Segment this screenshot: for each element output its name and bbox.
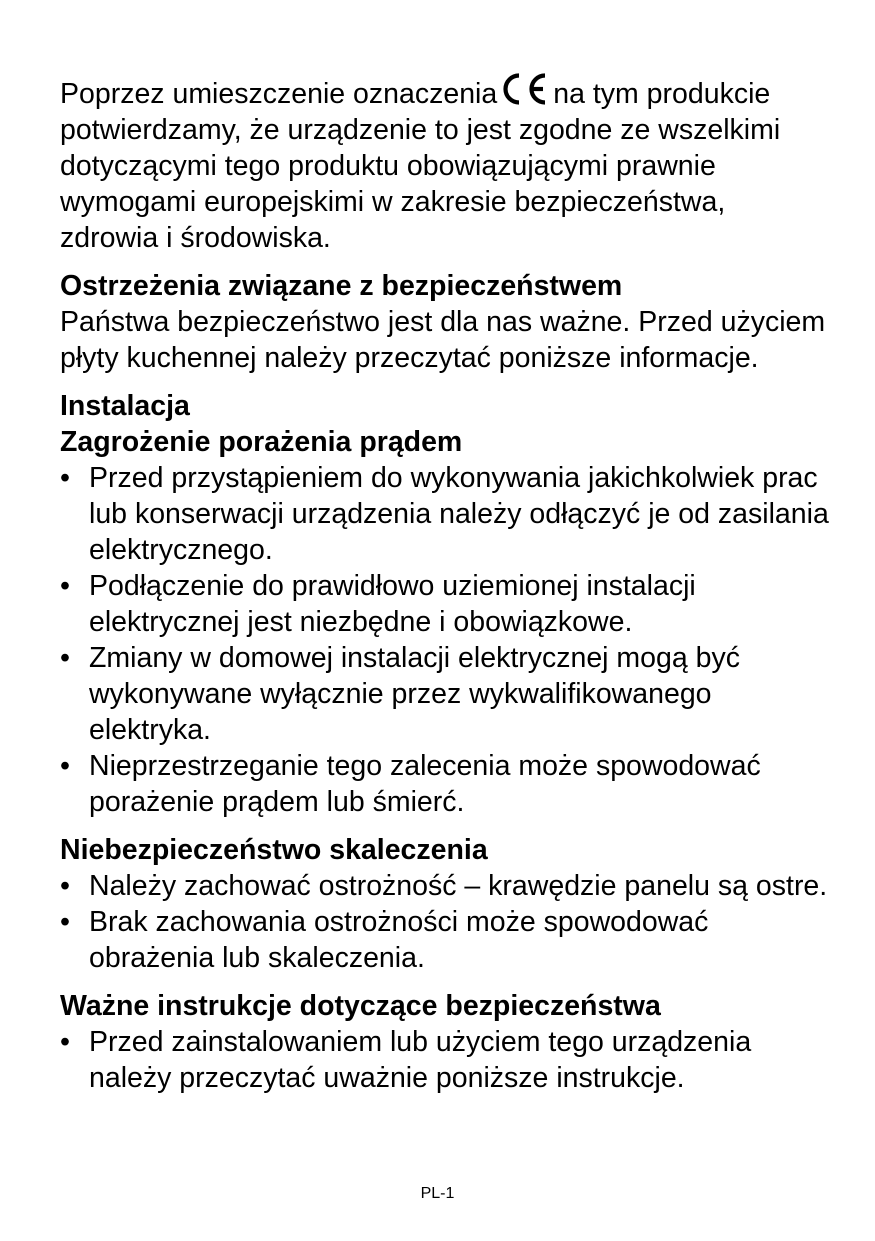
list-item (60, 1024, 830, 1096)
list-item (60, 904, 830, 976)
list-item (60, 640, 830, 748)
intro-text-after-mark: na tym produkcie potwierdzamy, że urządzenie to jest zgodne ze wszelkimi dotyczącymi tego produktu obowiązującymi prawnie wymogami europejskimi w zakresie bezpieczeństwa, zdrowia i środowiska. (60, 78, 781, 254)
list-item-text: Przed zainstalowaniem lub użyciem tego urządzenia należy przeczytać uważnie poniższe instrukcje. (89, 1026, 752, 1094)
cut-hazard-list (60, 868, 830, 976)
safety-warnings-section (60, 268, 830, 376)
list-item (60, 460, 830, 568)
safety-warnings-heading: Ostrzeżenia związane z bezpieczeństwem (60, 270, 623, 302)
list-item (60, 868, 830, 904)
bullet-icon: • (60, 642, 70, 674)
safety-warnings-text: Państwa bezpieczeństwo jest dla nas ważne. Przed użyciem płyty kuchennej należy przeczytać poniższe informacje. (60, 306, 826, 374)
intro-paragraph (60, 72, 830, 256)
bullet-icon: • (60, 750, 70, 782)
bullet-icon: • (60, 462, 70, 494)
ce-mark-icon (499, 72, 549, 106)
bullet-icon: • (60, 1026, 70, 1058)
list-item-text: Należy zachować ostrożność – krawędzie panelu są ostre. (89, 870, 828, 902)
important-instructions-heading: Ważne instrukcje dotyczące bezpieczeństwa (60, 990, 661, 1022)
intro-text-before-mark: Poprzez umieszczenie oznaczenia (60, 78, 498, 110)
bullet-icon: • (60, 570, 70, 602)
list-item-text: Brak zachowania ostrożności może spowodować obrażenia lub skaleczenia. (89, 906, 709, 974)
list-item (60, 748, 830, 820)
list-item-text: Nieprzestrzeganie tego zalecenia może spowodować porażenie prądem lub śmierć. (89, 750, 761, 818)
installation-section (60, 388, 830, 820)
list-item-text: Podłączenie do prawidłowo uziemionej instalacji elektrycznej jest niezbędne i obowiązkowe. (89, 570, 696, 638)
document-page (60, 72, 830, 1108)
page-number: PL-1 (420, 1185, 455, 1202)
important-instructions-list (60, 1024, 830, 1096)
important-instructions-section (60, 988, 830, 1096)
electric-shock-list (60, 460, 830, 820)
electric-shock-heading: Zagrożenie porażenia prądem (60, 426, 463, 458)
cut-hazard-heading: Niebezpieczeństwo skaleczenia (60, 834, 488, 866)
list-item-text: Przed przystąpieniem do wykonywania jakichkolwiek prac lub konserwacji urządzenia należy odłączyć je od zasilania elektrycznego. (89, 462, 829, 566)
installation-heading: Instalacja (60, 390, 190, 422)
bullet-icon: • (60, 906, 70, 938)
list-item (60, 568, 830, 640)
cut-hazard-section (60, 832, 830, 976)
bullet-icon: • (60, 870, 70, 902)
list-item-text: Zmiany w domowej instalacji elektrycznej mogą być wykonywane wyłącznie przez wykwalifikowanego elektryka. (89, 642, 740, 746)
